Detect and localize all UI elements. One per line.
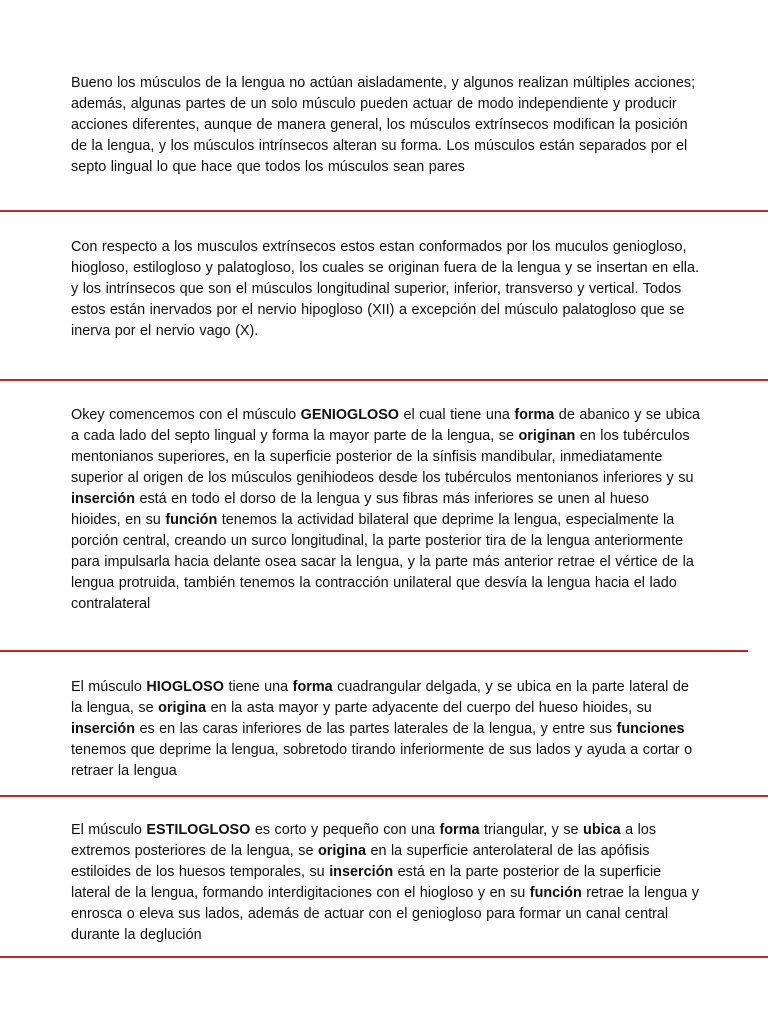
- text-run: El músculo: [71, 822, 147, 838]
- bold-term: originan: [518, 428, 576, 444]
- text-run: en los tubérculos mentonianos superiores, en la superficie posterior de la sínfisis mandibular, inmediatamente superior al origen de los músculos genihiodeos desde los tubérculos mentonianos inferiores y su: [71, 428, 694, 486]
- text-run: en la asta mayor y parte adyacente del cuerpo del hueso hioides, su: [206, 700, 652, 716]
- bold-term: forma: [439, 822, 480, 838]
- section-divider: [0, 210, 768, 212]
- text-run: retrae la lengua y enrosca o eleva sus lados, además de actuar con el geniogloso para formar un canal central durante la deglución: [71, 885, 699, 943]
- text-run: tenemos la actividad bilateral que deprime la lengua, especialmente la porción central, creando un surco longitudinal, la parte posterior tira de la lengua anteriormente para impulsarla hacia delante osea sacar la lengua, y la parte más anterior retrae el vértice de la lengua protruida, también tenemos la contracción unilateral que desvía la lengua hacia el lado contralateral: [71, 512, 694, 612]
- bold-term: inserción: [71, 491, 135, 507]
- bold-term: inserción: [329, 864, 394, 880]
- bold-term: funciones: [616, 721, 685, 737]
- paragraph-hiogloso: [71, 677, 701, 782]
- text-run: está en todo el dorso de la lengua y sus fibras más inferiores se unen al hueso hioides, en su: [71, 491, 650, 528]
- section-divider: [0, 956, 768, 958]
- paragraph-intro: [71, 73, 701, 178]
- bold-term: inserción: [71, 721, 135, 737]
- paragraph-estilogloso: [71, 820, 701, 946]
- bold-term: forma: [292, 679, 333, 695]
- text-run: El músculo: [71, 679, 147, 695]
- text-run: Okey comencemos con el músculo: [71, 407, 301, 423]
- section-divider: [0, 650, 748, 652]
- text-run: es corto y pequeño con una: [250, 822, 440, 838]
- paragraph-geniogloso: [71, 405, 701, 615]
- section-divider: [0, 795, 768, 797]
- text-run: cuadrangular delgada, y se ubica en la parte lateral de la lengua, se: [71, 679, 689, 716]
- bold-term: origina: [317, 843, 366, 859]
- bold-term: forma: [514, 407, 555, 423]
- text-run: triangular, y se: [479, 822, 584, 838]
- text-run: a los extremos posteriores de la lengua, se: [71, 822, 657, 859]
- section-divider: [0, 379, 768, 381]
- bold-term: función: [529, 885, 582, 901]
- paragraph-extrinsic-intrinsic: [71, 237, 701, 342]
- bold-term: origina: [158, 700, 207, 716]
- text-run: en la superficie anterolateral de las apófisis estiloides de los huesos temporales, su: [71, 843, 650, 880]
- text-run: de abanico y se ubica a cada lado del septo lingual y forma la mayor parte de la lengua, se: [71, 407, 701, 444]
- bold-term: HIOGLOSO: [146, 679, 224, 695]
- text-run: tiene una: [223, 679, 293, 695]
- text-run: es en las caras inferiores de las partes laterales de la lengua, y entre sus: [134, 721, 617, 737]
- text-run: Con respecto a los musculos extrínsecos estos estan conformados por los muculos geniogloso, hiogloso, estilogloso y palatogloso, los cuales se originan fuera de la lengua y se insertan en ella. y los intrínsecos que son el músculos longitudinal superior, inferior, transverso y vertical. Todos estos están inervados por el nervio hipogloso (XII) a excepción del músculo palatogloso que se inerva por el nervio vago (X).: [71, 239, 699, 339]
- bold-term: ESTILOGLOSO: [146, 822, 251, 838]
- text-run: el cual tiene una: [399, 407, 515, 423]
- bold-term: función: [165, 512, 218, 528]
- text-run: tenemos que deprime la lengua, sobretodo tirando inferiormente de sus lados y ayuda a cortar o retraer la lengua: [71, 742, 693, 779]
- bold-term: GENIOGLOSO: [300, 407, 400, 423]
- text-run: Bueno los músculos de la lengua no actúan aisladamente, y algunos realizan múltiples acciones; además, algunas partes de un solo músculo pueden actuar de modo independiente y producir acciones diferentes, aunque de manera general, los músculos extrínsecos modifican la posición de la lengua, y los músculos intrínsecos alteran su forma. Los músculos están separados por el septo lingual lo que hace que todos los músculos sean pares: [71, 75, 696, 175]
- text-run: está en la parte posterior de la superficie lateral de la lengua, formando interdigitaciones con el hiogloso y en su: [71, 864, 662, 901]
- bold-term: ubica: [583, 822, 621, 838]
